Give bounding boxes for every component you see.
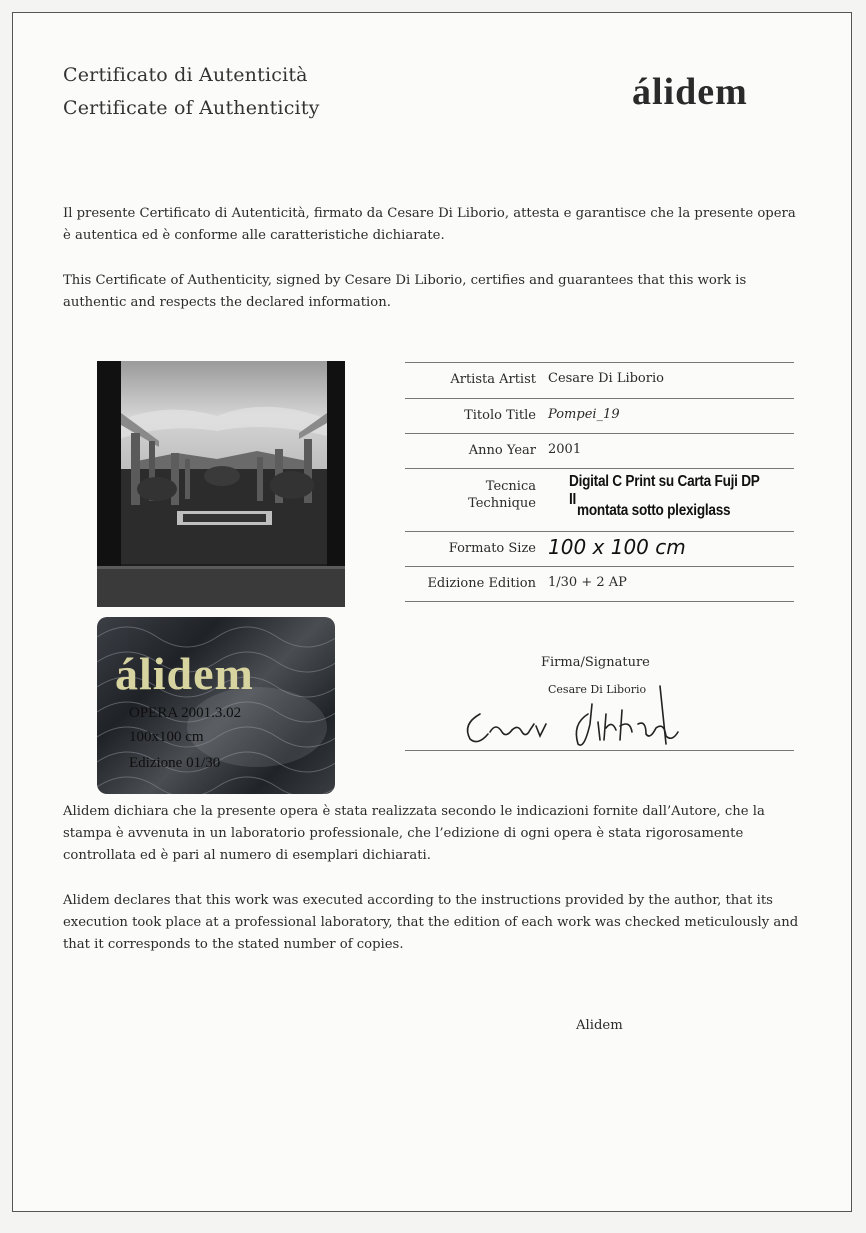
signature-line [405, 750, 794, 751]
detail-row-size [405, 531, 794, 566]
handwritten-signature [460, 684, 700, 754]
detail-label: Artista Artist [450, 372, 536, 387]
detail-label: Anno Year [468, 443, 536, 458]
detail-label: Edizione Edition [427, 576, 536, 591]
closing-signoff: Alidem [576, 1018, 623, 1033]
stamped-value: montata sotto plexiglass [577, 502, 731, 519]
declaration-italian: Alidem dichiara che la presente opera è stata realizzata secondo le indicazioni fornite dall’Autore, che la stampa è avvenuta in un laboratorio professionale, che l’edizione di ogni opera è stata rigorosamente controllata ed è pari al numero di esemplari dichiarati. [63, 804, 765, 863]
detail-label: Titolo Title [464, 408, 536, 423]
signature-printed-name: Cesare Di Liborio [548, 683, 647, 696]
detail-label: Formato Size [448, 541, 536, 556]
hologram-line: OPERA 2001.3.02 [129, 705, 242, 721]
signature-label: Firma/Signature [541, 655, 650, 670]
handwritten-value: 100 x 100 cm [548, 535, 686, 559]
hologram-line: Edizione 01/30 [129, 755, 221, 771]
detail-value: Pompei_19 [548, 407, 620, 422]
certificate-sheet [12, 12, 852, 1212]
detail-label: Tecnica [485, 479, 536, 494]
title-english: Certificate of Authenticity [63, 97, 320, 119]
detail-row-edition [405, 566, 794, 602]
detail-value: 2001 [548, 442, 582, 457]
detail-value: 1/30 + 2 AP [548, 575, 627, 590]
hologram-logo: álidem [115, 648, 254, 699]
detail-label: Technique [468, 496, 536, 511]
detail-row-technique [405, 468, 794, 531]
artwork-details-table [405, 362, 794, 602]
artwork-photo [97, 361, 345, 607]
intro-italian: Il presente Certificato di Autenticità, firmato da Cesare Di Liborio, attesta e garantisce che la presente opera è autentica ed è conforme alle caratteristiche dichiarate. [63, 206, 796, 243]
hologram-seal [97, 617, 335, 794]
detail-row-year [405, 433, 794, 468]
detail-row-title [405, 398, 794, 433]
intro-english: This Certificate of Authenticity, signed by Cesare Di Liborio, certifies and guarantees that this work is authentic and respects the declared information. [63, 273, 747, 310]
declaration-english: Alidem declares that this work was executed according to the instructions provided by the author, that its execution took place at a professional laboratory, that the edition of each work was checked meticulously and that it corresponds to the stated number of copies. [63, 893, 799, 952]
stamped-value: Digital C Print su Carta Fuji DP II [569, 473, 760, 508]
hologram-line: 100x100 cm [129, 729, 204, 745]
alidem-logo: álidem [632, 71, 748, 113]
detail-row-artist [405, 362, 794, 398]
title-italian: Certificato di Autenticità [63, 64, 308, 86]
detail-value: Cesare Di Liborio [548, 371, 664, 386]
